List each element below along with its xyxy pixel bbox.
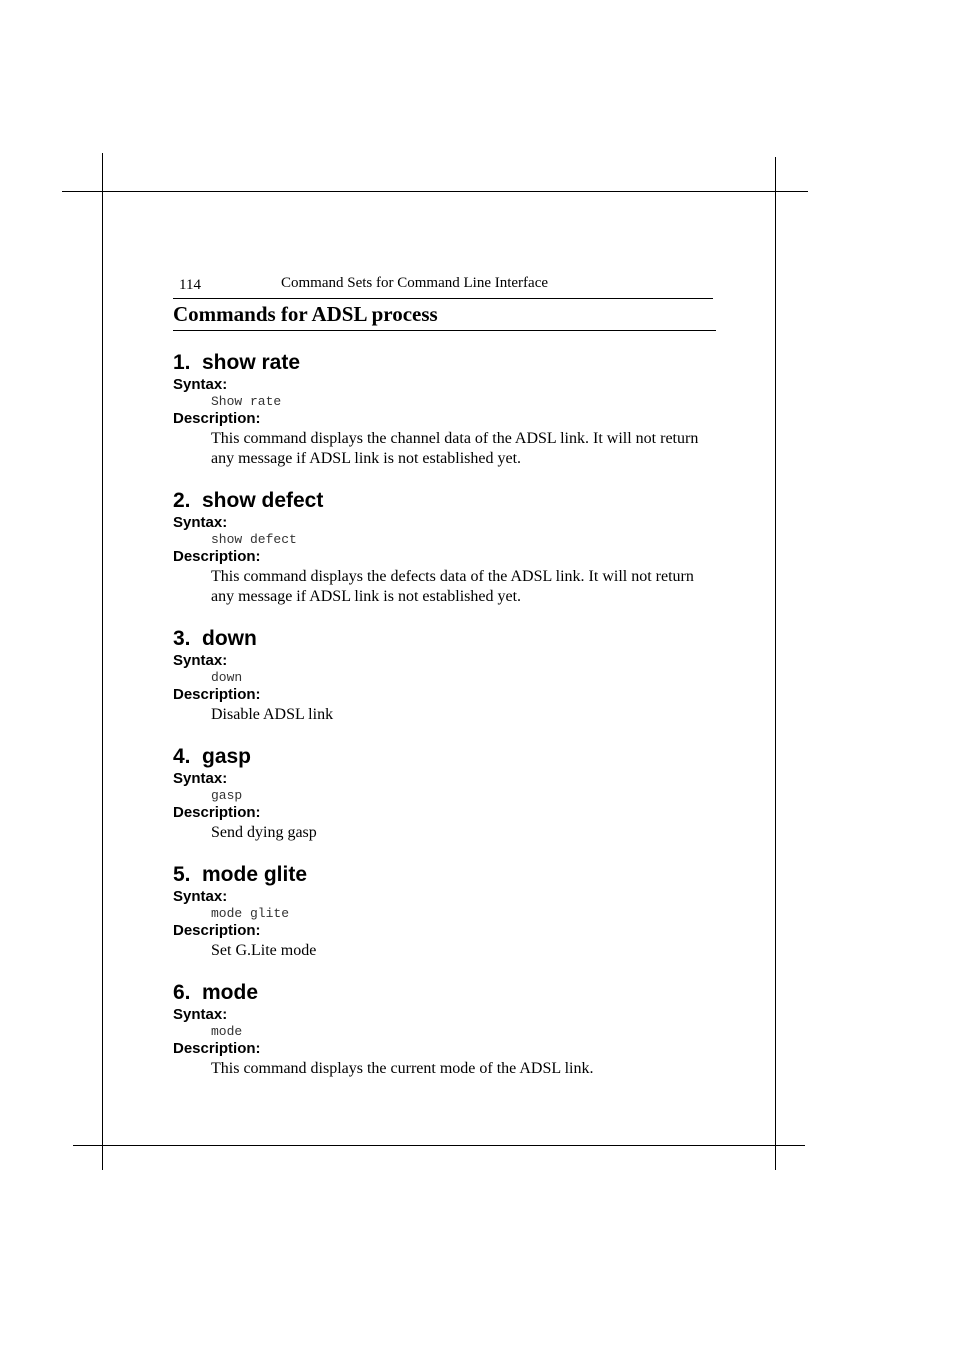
syntax-value: Show rate <box>211 394 282 409</box>
syntax-value: mode glite <box>211 906 290 921</box>
command-name: show rate <box>202 351 301 374</box>
syntax-label: Syntax: <box>173 770 228 787</box>
command-number: 5. <box>173 863 191 886</box>
syntax-label: Syntax: <box>173 652 228 669</box>
syntax-label: Syntax: <box>173 888 228 905</box>
syntax-label: Syntax: <box>173 376 228 393</box>
syntax-value: show defect <box>211 532 297 547</box>
description-label: Description: <box>173 922 261 939</box>
command-name: mode glite <box>202 863 308 886</box>
command-entry <box>173 626 713 725</box>
command-heading <box>173 744 713 770</box>
crop-mark-bottom-right-vertical <box>775 1144 776 1170</box>
page-number: 114 <box>179 277 201 293</box>
command-heading <box>173 862 713 888</box>
description-label: Description: <box>173 410 261 427</box>
description-text: This command displays the defects data of the ADSL link. It will not return any message if ADSL link is not established yet. <box>211 568 694 605</box>
page-content <box>173 270 713 1079</box>
command-entry <box>173 862 713 961</box>
crop-mark-top-left-horizontal <box>62 191 808 192</box>
description-text: Set G.Lite mode <box>211 942 317 959</box>
crop-mark-bottom-left-vertical <box>102 1144 103 1170</box>
crop-mark-top-left-vertical <box>102 153 103 218</box>
syntax-label: Syntax: <box>173 1006 228 1023</box>
crop-mark-top-right-vertical <box>775 157 776 218</box>
command-name: gasp <box>202 745 252 768</box>
command-heading <box>173 980 713 1006</box>
syntax-label: Syntax: <box>173 514 228 531</box>
description-text: This command displays the channel data of the ADSL link. It will not return any message if ADSL link is not established yet. <box>211 430 699 467</box>
description-text: Disable ADSL link <box>211 706 334 723</box>
syntax-value: gasp <box>211 788 243 803</box>
command-list <box>173 350 713 1079</box>
description-label: Description: <box>173 1040 261 1057</box>
command-name: down <box>202 627 257 650</box>
command-entry <box>173 744 713 843</box>
command-heading <box>173 488 713 514</box>
running-title: Command Sets for Command Line Interface <box>281 275 549 291</box>
command-entry <box>173 350 713 469</box>
section-title: Commands for ADSL process <box>173 301 716 331</box>
description-label: Description: <box>173 548 261 565</box>
crop-mark-bottom-horizontal <box>73 1145 805 1146</box>
command-number: 4. <box>173 745 191 768</box>
crop-mark-left-edge <box>102 218 103 1144</box>
command-number: 2. <box>173 489 191 512</box>
description-text: Send dying gasp <box>211 824 317 841</box>
running-head <box>173 270 713 299</box>
command-heading <box>173 350 713 376</box>
command-name: show defect <box>202 489 324 512</box>
command-heading <box>173 626 713 652</box>
description-label: Description: <box>173 804 261 821</box>
command-entry <box>173 980 713 1079</box>
crop-mark-right-edge <box>775 218 776 1144</box>
syntax-value: down <box>211 670 243 685</box>
command-number: 1. <box>173 351 191 374</box>
command-number: 3. <box>173 627 191 650</box>
command-name: mode <box>202 981 259 1004</box>
syntax-value: mode <box>211 1024 243 1039</box>
description-label: Description: <box>173 686 261 703</box>
command-entry <box>173 488 713 607</box>
command-number: 6. <box>173 981 191 1004</box>
description-text: This command displays the current mode of the ADSL link. <box>211 1060 594 1077</box>
